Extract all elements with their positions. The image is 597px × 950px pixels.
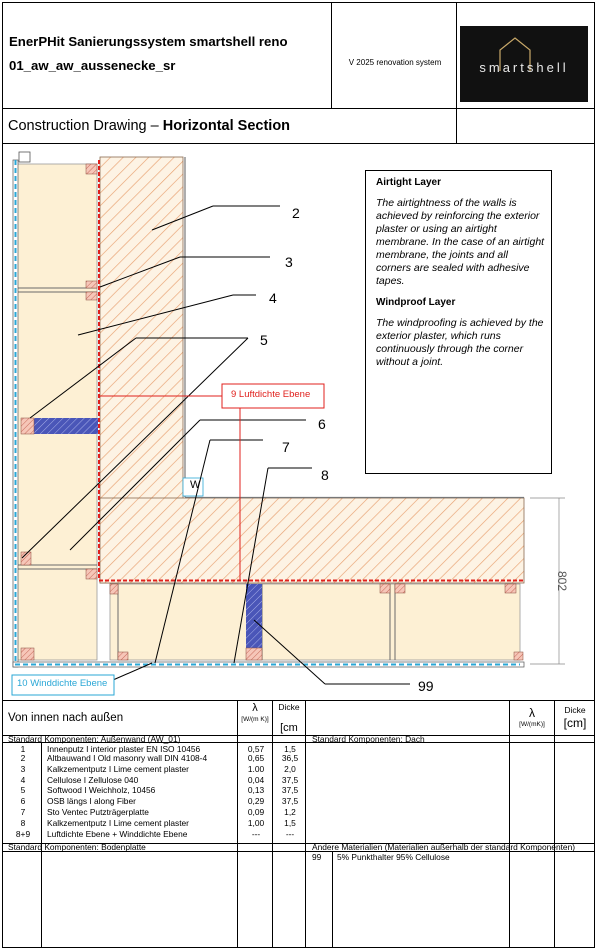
row-material: Kalkzementputz I Lime cement plaster [47,818,189,828]
dicke-left: Dicke [278,702,300,712]
row-thickness: --- [285,829,295,839]
row-lambda: 0,13 [247,785,265,795]
logo-text: smartshell [479,60,569,75]
layer-notes [365,170,552,474]
table-row [0,776,597,785]
dimension-label: 802 [555,570,570,592]
smartshell-logo [460,26,588,102]
airtight-plane-label: 9 Luftdichte Ebene [231,389,311,400]
section-floor-label: Standard Komponenten: Bodenplatte [8,842,146,852]
section-other-label: Andere Materialien (Materialien außerhalb der standard Komponenten) [312,842,576,852]
section-wall-label: Standard Komponenten: Außenwand (AW_01) [8,734,181,744]
table-row [0,797,597,806]
table-top-border [2,700,595,701]
row-lambda: 1,00 [247,818,265,828]
row-thickness: 1,5 [284,744,296,754]
table-heading: Von innen nach außen [8,712,124,724]
dicke-unit-left: [cm [280,722,298,734]
windproof-notes-text: The windproofing is achieved by the exterior plaster, which runs continuously through the corner without a joint. [376,317,544,368]
row-material: Cellulose I Zellulose 040 [47,775,139,785]
row-material: Kalkzementputz I Lime cement plaster [47,764,189,774]
row-lambda: 0,57 [247,744,265,754]
table-row [0,754,597,763]
row-lambda: 0,09 [247,807,265,817]
table-row [0,819,597,828]
row-number: 8 [20,818,26,828]
row-thickness: 2,0 [284,764,296,774]
row-lambda: --- [251,829,261,839]
row-thickness: 1,5 [284,818,296,828]
dicke-unit-right: [cm] [563,716,587,730]
row-number: 7 [20,807,26,817]
row-number: 8+9 [15,829,31,839]
osb-beam-left [34,418,98,434]
row-material: Luftdichte Ebene + Winddichte Ebene [47,829,188,839]
airtight-notes-title: Airtight Layer [376,177,442,188]
row-material: Sto Ventec Putzträgerplatte [47,807,149,817]
lambda-unit-right: [W/(mK)] [519,721,545,728]
row-lambda: 0,29 [247,796,265,806]
lambda-symbol-right: λ [529,706,535,720]
cellulose-left [17,164,97,660]
airtight-notes-text: The airtightness of the walls is achieved by reinforcing the exterior plaster or using an airtight membrane. In the case of an airtight membrane, the joints and all corners are sealed with adhesive tapes. [376,197,545,287]
drawing-code: 01_aw_aw_aussenecke_sr [9,58,176,73]
subtitle-bold: Horizontal Section [162,118,291,134]
table-row [0,830,597,839]
row-thickness: 1,2 [284,807,296,817]
table-row [0,765,597,774]
table-row [0,786,597,795]
callout-8: 8 [321,467,329,483]
row-material: Innenputz I interior plaster EN ISO 10456 [47,744,201,754]
row-number: 6 [20,796,26,806]
callout-6: 6 [318,416,326,432]
row-thickness: 37,5 [281,775,299,785]
windproof-notes-title: Windproof Layer [376,297,456,308]
subtitle-prefix: Construction Drawing – [8,118,163,134]
row-material: Softwood I Weichholz, 10456 [47,785,156,795]
row-material: OSB längs I along Fiber [47,796,136,806]
corner-mark: W [190,479,201,491]
callout-5: 5 [260,332,268,348]
dicke-right: Dicke [564,705,586,715]
callout-99: 99 [418,678,434,694]
document-title: EnerPHit Sanierungssystem smartshell reno [9,34,288,49]
row-lambda: 0,04 [247,775,265,785]
row-number: 1 [20,744,26,754]
row-lambda: 0,65 [247,753,265,763]
callout-4: 4 [269,290,277,306]
callout-3: 3 [285,254,293,270]
header-col-divider [331,2,332,108]
row-number: 4 [20,775,26,785]
section-roof-label: Standard Komponenten: Dach [312,734,425,744]
table-row [0,808,597,817]
row-number: 5 [20,785,26,795]
table-col [332,852,333,948]
row-material: Altbauwand I Old masonry wall DIN 4108-4 [47,753,208,763]
table-row [0,853,597,862]
row-number: 3 [20,764,26,774]
windtight-plane-label: 10 Winddichte Ebene [17,678,108,689]
callout-7: 7 [282,439,290,455]
lambda-unit-left: [W/(m K)] [241,716,269,723]
header-divider [2,108,595,109]
row-lambda: 1.00 [247,764,265,774]
page-subtitle [8,118,290,134]
row-material: 5% Punkthalter 95% Cellulose [337,852,450,862]
version-label: V 2025 renovation system [348,58,442,67]
row-thickness: 37,5 [281,785,299,795]
row-number: 2 [20,753,26,763]
osb-beam-bottom [246,584,262,648]
callout-2: 2 [292,205,300,221]
row-thickness: 36,5 [281,753,299,763]
header-col-divider-2 [456,2,457,143]
lambda-symbol-left: λ [252,702,258,714]
row-number: 99 [312,852,322,862]
row-thickness: 37,5 [281,796,299,806]
